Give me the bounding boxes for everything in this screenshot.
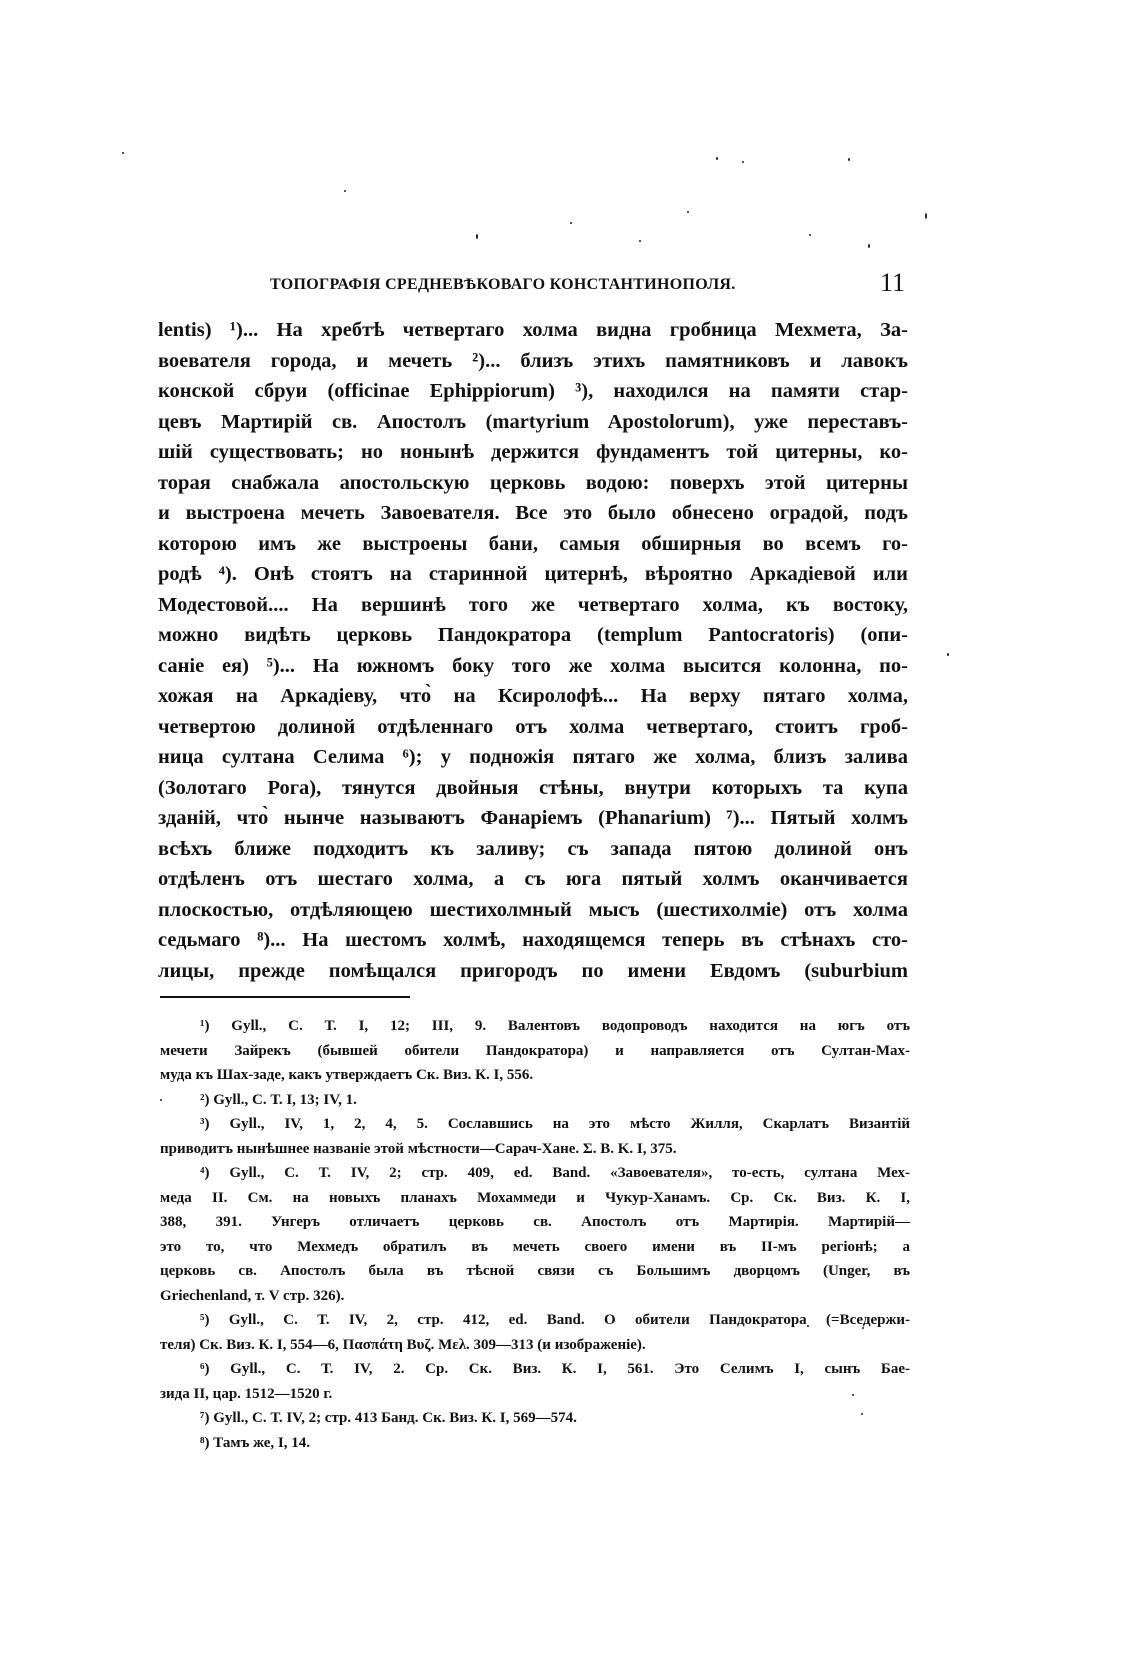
footnote-7 <box>160 1406 910 1431</box>
text-line: плоскостью, отдѣляющею шестихолмный мысъ (шестихолміе) отъ холма <box>158 898 908 921</box>
page-title: ТОПОГРАФІЯ СРЕДНЕВѢКОВАГО КОНСТАНТИНОПОЛЯ. <box>270 276 736 293</box>
main-text <box>158 315 908 986</box>
footnote-line: Griechenland, т. V стр. 326). <box>160 1287 345 1304</box>
text-line: хожая на Аркадіеву, что̀ на Ксиролофѣ... На верху пятаго холма, <box>158 685 908 707</box>
footnote-line: это то, что Мехмедъ обратилъ въ мечеть своего имени въ II-мъ регіонѣ; а <box>160 1238 910 1255</box>
footnote-line: ³) Gyll., IV, 1, 2, 4, 5. Сославшись на это мѣсто Жилля, Скарлатъ Византій <box>200 1116 910 1132</box>
text-line: воевателя города, и мечеть ²)... близъ этихъ памятниковъ и лавокъ <box>158 349 908 372</box>
footnote-6 <box>160 1357 910 1406</box>
text-line: (Золотаго Рога), тянутся двойныя стѣны, внутри которыхъ та купа <box>158 776 908 799</box>
footnote-line: ⁵) Gyll., С. Т. IV, 2, стр. 412, ed. Band. О обители Пандократора (=Вседержи- <box>200 1312 910 1328</box>
text-line: зданій, что̀ нынче называютъ Фанаріемъ (Phanarium) ⁷)... Пятый холмъ <box>158 807 908 829</box>
footnote-line: муда къ Шах-заде, какъ утверждаетъ Ск. Виз. К. I, 556. <box>160 1067 534 1083</box>
footnote-2 <box>160 1088 910 1113</box>
footnote-line: ¹) Gyll., С. Т. I, 12; III, 9. Валентовъ водопроводъ находится на югъ отъ <box>200 1018 910 1034</box>
text-line: которою имъ же выстроены бани, самыя обширныя во всемъ го- <box>158 532 908 555</box>
footnote-line: приводитъ нынѣшнее названіе этой мѣстности—Сарач-Хане. Σ. Β. Κ. I, 375. <box>160 1140 677 1157</box>
text-line: ница султана Селима ⁶); у подножія пятаго же холма, близъ залива <box>158 746 908 768</box>
footnote-line: 388, 391. Унгеръ отличаетъ церковь св. Апостолъ отъ Мартирія. Мартирій— <box>160 1214 910 1230</box>
footnote-line: церковь св. Апостолъ была въ тѣсной связи съ Большимъ дворцомъ (Unger, въ <box>160 1263 910 1279</box>
footnote-8 <box>160 1431 910 1456</box>
text-line: родѣ ⁴). Онѣ стоятъ на старинной цитернѣ, вѣроятно Аркадіевой или <box>158 563 908 585</box>
footnote-3 <box>160 1112 910 1161</box>
text-line: шій существовать; но нонынѣ держится фундаментъ той цитерны, ко- <box>158 441 908 463</box>
text-line: конской сбруи (officinae Ephippiorum) ³), находился на памяти стар- <box>158 380 908 402</box>
footnote-line: ⁴) Gyll., С. Т. IV, 2; стр. 409, ed. Band. «Завоевателя», то-есть, султана Мех- <box>200 1165 910 1181</box>
footnote-line: ⁸) Тамъ же, I, 14. <box>200 1434 311 1451</box>
footnote-1 <box>160 1014 910 1088</box>
footnote-line: ⁶) Gyll., С. Т. IV, 2. Ср. Ск. Виз. К. I, 561. Это Селимъ I, сынъ Бае- <box>200 1361 910 1377</box>
text-line: цевъ Мартирій св. Апостолъ (martyrium Apostolorum), уже переставъ- <box>158 410 908 433</box>
text-line: лицы, прежде помѣщался пригородъ по имени Евдомъ (suburbium <box>158 959 908 982</box>
footnote-5 <box>160 1308 910 1357</box>
footnote-line: зида II, цар. 1512—1520 г. <box>160 1385 333 1402</box>
footnote-separator <box>160 996 410 998</box>
footnote-line: теля) Ск. Виз. К. I, 554—6, Πασπάτη Βυζ. Μελ. 309—313 (и изображеніе). <box>160 1336 646 1353</box>
footnotes <box>160 1014 910 1455</box>
footnote-4 <box>160 1161 910 1308</box>
footnote-line: ⁷) Gyll., С. Т. IV, 2; стр. 413 Банд. Ск. Виз. К. I, 569—574. <box>200 1410 577 1426</box>
text-line: торая снабжала апостольскую церковь водою: поверхъ этой цитерны <box>158 471 908 494</box>
footnote-line: меда II. См. на новыхъ планахъ Мохаммеди и Чукур-Ханамъ. Ср. Ск. Виз. К. I, <box>160 1189 910 1206</box>
text-line: lentis) ¹)... На хребтѣ четвертаго холма видна гробница Мехмета, За- <box>158 319 908 341</box>
text-line: отдѣленъ отъ шестаго холма, а съ юга пятый холмъ оканчивается <box>158 868 908 890</box>
text-line: седьмаго ⁸)... На шестомъ холмѣ, находящемся теперь въ стѣнахъ сто- <box>158 929 908 951</box>
text-line: всѣхъ ближе подходитъ къ заливу; съ запада пятою долиной онъ <box>158 837 908 860</box>
text-line: саніе ея) ⁵)... На южномъ боку того же холма высится колонна, по- <box>158 654 908 677</box>
footnote-line: ²) Gyll., С. Т. I, 13; IV, 1. <box>200 1091 357 1108</box>
text-line: и выстроена мечеть Завоевателя. Все это было обнесено оградой, подъ <box>158 502 908 524</box>
running-head <box>270 268 910 302</box>
footnote-line: мечети Зайрекъ (бывшей обители Пандократора) и направляется отъ Султан-Мах- <box>160 1042 910 1059</box>
text-line: Модестовой.... На вершинѣ того же четвертаго холма, къ востоку, <box>158 593 908 616</box>
text-line: можно видѣть церковь Пандократора (templum Pantocratoris) (опи- <box>158 624 908 646</box>
page-number: 11 <box>879 268 905 297</box>
text-line: четвертою долиной отдѣленнаго отъ холма четвертаго, стоитъ гроб- <box>158 715 908 738</box>
